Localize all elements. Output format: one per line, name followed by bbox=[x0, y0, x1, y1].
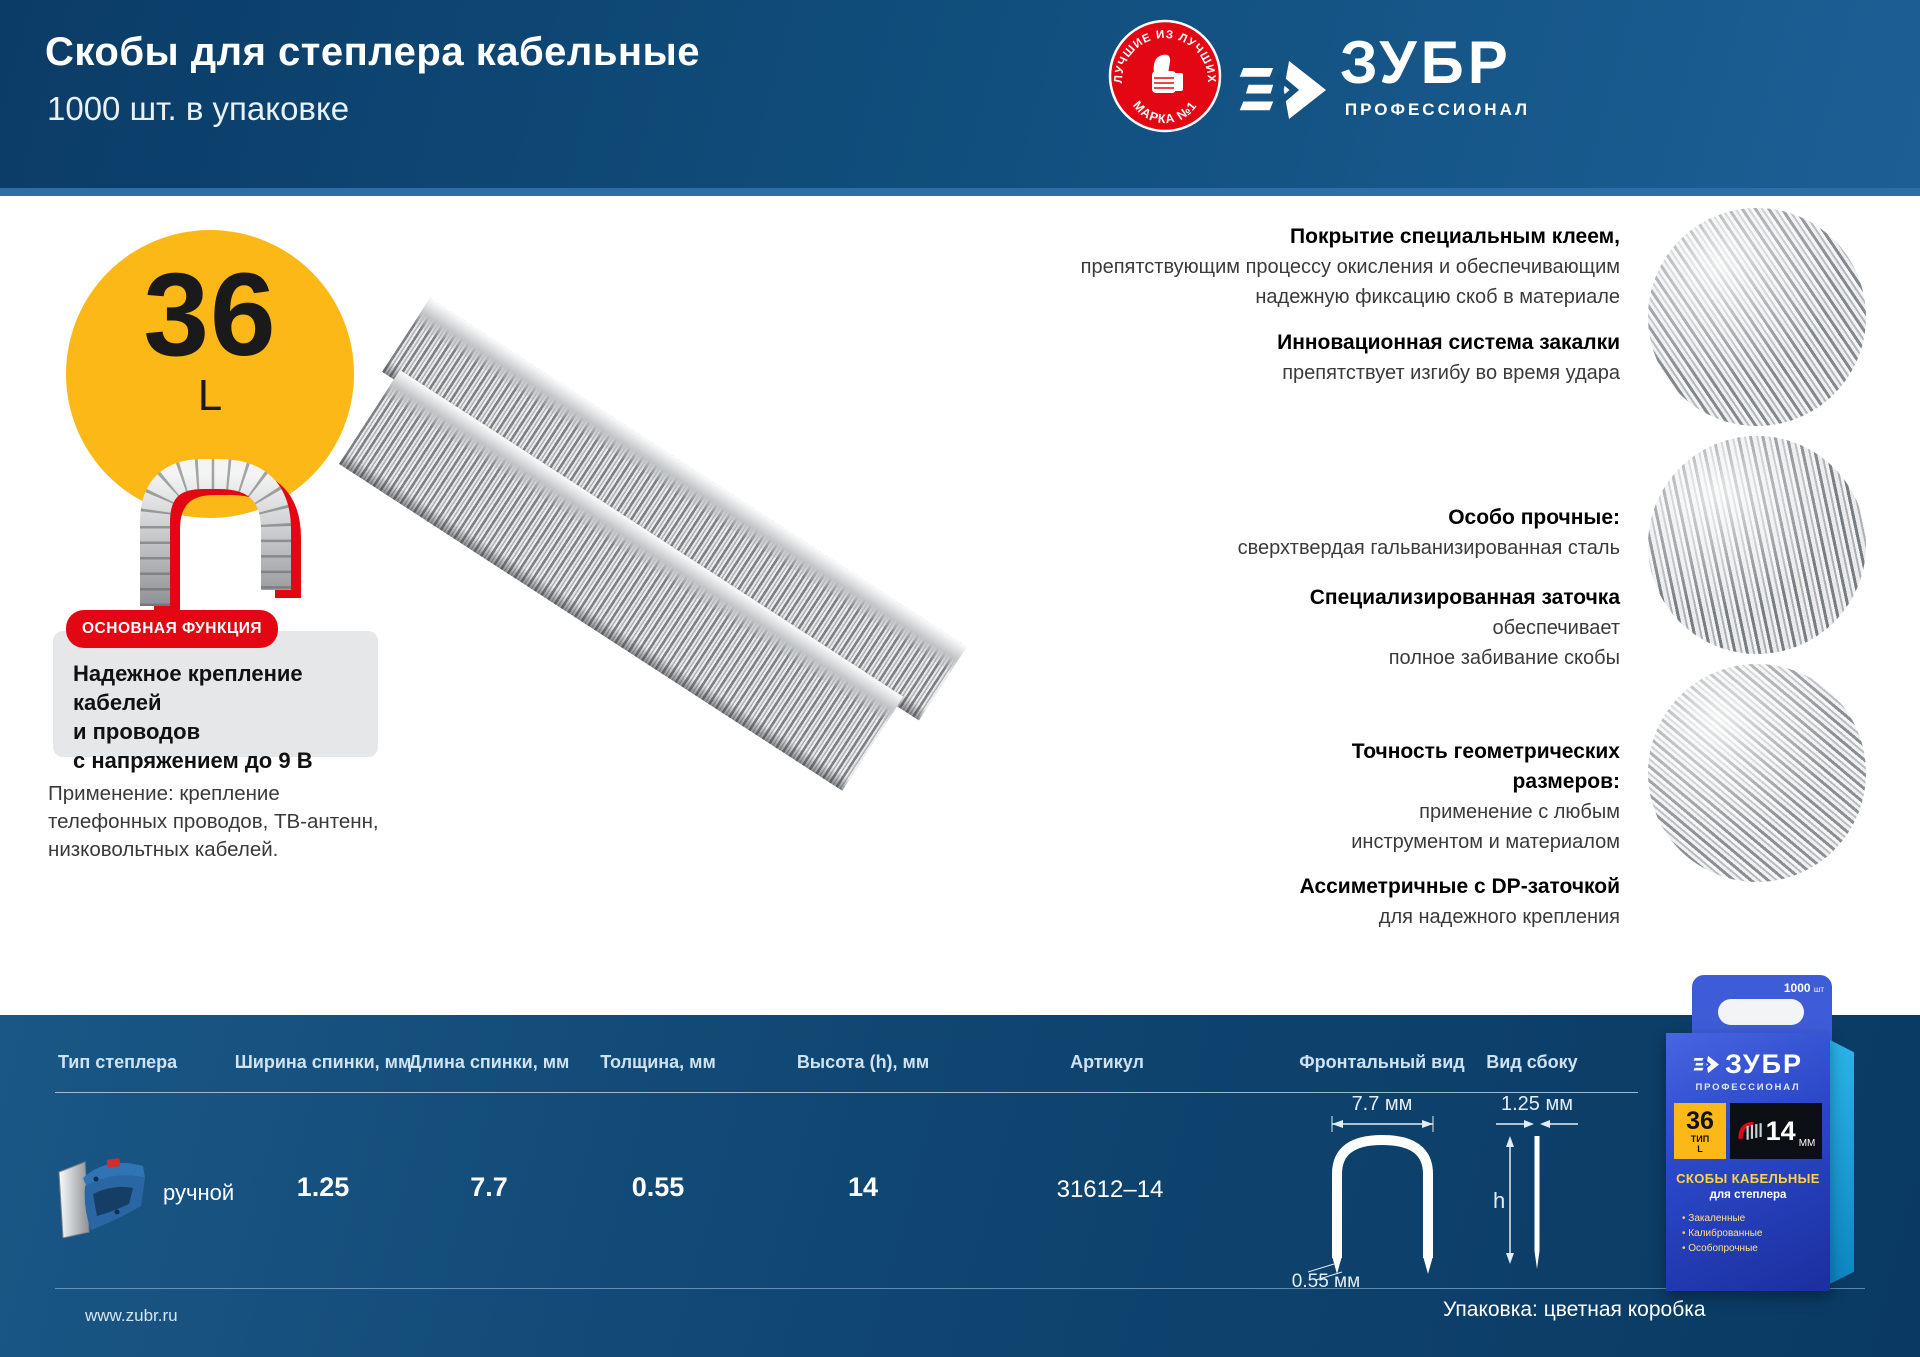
header-band bbox=[0, 0, 1920, 196]
box-product-sub: для степлера bbox=[1709, 1189, 1787, 1201]
cell-thickness: 0.55 bbox=[631, 1172, 685, 1202]
col-header-thickness: Толщина, мм bbox=[600, 1052, 716, 1072]
side-view-diagram bbox=[1480, 1088, 1595, 1288]
staple-closeup-photo-3 bbox=[1648, 664, 1866, 882]
staple-type-number: 36 bbox=[143, 249, 277, 381]
main-function-tag: ОСНОВНАЯ ФУНКЦИЯ bbox=[66, 610, 278, 648]
box-brand-sub: ПРОФЕССИОНАЛ bbox=[1695, 1082, 1801, 1093]
box-hang-hole bbox=[1718, 999, 1804, 1025]
cell-stapler-type: ручной bbox=[163, 1180, 235, 1205]
col-header-front-view: Фронтальный вид bbox=[1299, 1052, 1465, 1072]
staple-type-letter: L bbox=[197, 371, 223, 420]
stapler-icon bbox=[55, 1148, 155, 1238]
feature-title: Точность геометрических размеров: bbox=[1351, 740, 1620, 793]
brand-subtitle: ПРОФЕССИОНАЛ bbox=[1344, 100, 1530, 119]
box-size-square: 14 ММ bbox=[1730, 1103, 1822, 1159]
feature-title: Ассиметричные с DP-заточкой bbox=[1299, 875, 1620, 898]
box-side-face bbox=[1830, 1040, 1854, 1284]
cell-article: 31612–14 bbox=[1056, 1176, 1164, 1203]
application-text: Применение: крепление телефонных проводов, ТВ-антенн, низковольтных кабелей. bbox=[48, 782, 379, 861]
quality-badge-icon bbox=[1108, 19, 1222, 133]
badge-top-text: ЛУЧШИЕ ИЗ ЛУЧШИХ bbox=[1112, 28, 1218, 84]
staple-icon bbox=[92, 446, 322, 616]
feature-hardening: Инновационная система закалки препятствует изгибу во время удара bbox=[980, 328, 1620, 388]
box-product-name: СКОБЫ КАБЕЛЬНЫЕ bbox=[1676, 1171, 1820, 1186]
col-header-type: Тип степлера bbox=[58, 1052, 178, 1072]
zubr-logo-icon bbox=[1238, 58, 1326, 122]
zubr-logo-icon bbox=[1693, 1055, 1719, 1074]
footer-divider bbox=[55, 1288, 1865, 1289]
feature-title: Покрытие специальным клеем, bbox=[1290, 225, 1620, 248]
cell-back-width: 1.25 bbox=[296, 1172, 350, 1202]
box-type-square: 36 ТИП L bbox=[1674, 1103, 1726, 1159]
main-function-text: Надежное крепление кабелей и проводов с напряжением до 9 В bbox=[73, 661, 313, 773]
mini-staple-icon bbox=[1737, 1119, 1763, 1143]
badge-bottom-text: МАРКА №1 bbox=[1130, 98, 1200, 127]
staple-closeup-photo-1 bbox=[1648, 208, 1866, 426]
cell-height: 14 bbox=[847, 1172, 879, 1202]
brand-name: ЗУБР bbox=[1340, 29, 1512, 96]
side-height-label: h bbox=[1493, 1188, 1506, 1213]
staple-closeup-photo-2 bbox=[1648, 436, 1866, 654]
box-bullets: • Закаленные • Калиброванные • Особопрочные bbox=[1682, 1211, 1830, 1256]
feature-asymmetric: Ассиметричные с DP-заточкой для надежного крепления bbox=[980, 872, 1620, 932]
feature-glue: Покрытие специальным клеем, препятствующим процессу окисления и обеспечивающим надежную фиксацию скоб в материале bbox=[980, 222, 1620, 312]
col-header-article: Артикул bbox=[1070, 1052, 1144, 1072]
feature-title: Инновационная система закалки bbox=[1277, 331, 1620, 354]
product-box bbox=[1666, 1033, 1830, 1291]
feature-title: Особо прочные: bbox=[1448, 506, 1620, 529]
feature-precision: Точность геометрических размеров: применение с любым инструментом и материалом bbox=[980, 737, 1620, 857]
col-header-back-length: Длина спинки, мм bbox=[408, 1052, 570, 1072]
col-header-side-view: Вид сбоку bbox=[1486, 1052, 1578, 1072]
feature-sharpening: Специализированная заточка обеспечивает полное забивание скобы bbox=[980, 583, 1620, 673]
feature-title: Специализированная заточка bbox=[1309, 586, 1620, 609]
site-url-link[interactable]: www.zubr.ru bbox=[85, 1306, 178, 1325]
box-count: 1000 шт bbox=[1783, 981, 1824, 995]
box-brand: ЗУБР bbox=[1724, 1049, 1804, 1079]
col-header-back-width: Ширина спинки, мм bbox=[234, 1052, 412, 1072]
side-width-dim: 1.25 мм bbox=[1501, 1093, 1573, 1115]
front-width-dim: 7.7 мм bbox=[1351, 1093, 1413, 1115]
col-header-height: Высота (h), мм bbox=[796, 1052, 930, 1072]
main-function-box bbox=[53, 631, 378, 773]
page-subtitle: 1000 шт. в упаковке bbox=[47, 90, 350, 127]
page-title: Скобы для степлера кабельные bbox=[45, 30, 700, 74]
package-note: Упаковка: цветная коробка bbox=[1443, 1298, 1706, 1321]
feature-strength: Особо прочные: сверхтвердая гальванизированная сталь bbox=[980, 503, 1620, 563]
front-thickness-dim: 0.55 мм bbox=[1291, 1271, 1361, 1288]
front-view-diagram bbox=[1290, 1088, 1475, 1288]
cell-back-length: 7.7 bbox=[470, 1172, 508, 1202]
staples-photo bbox=[365, 260, 1055, 730]
